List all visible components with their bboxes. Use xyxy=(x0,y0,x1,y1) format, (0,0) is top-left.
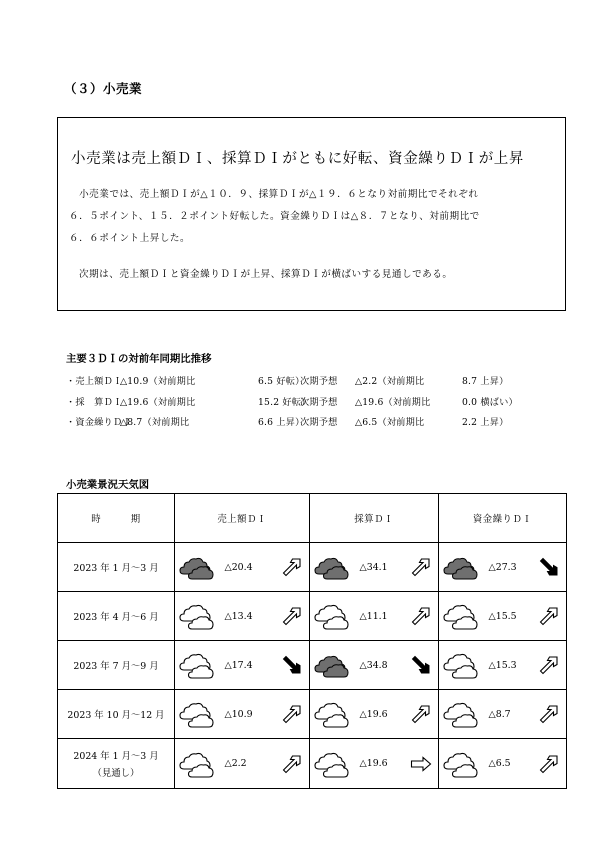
arrow-up-right-icon xyxy=(538,703,560,725)
forecast-label: 次期予想 xyxy=(300,397,338,408)
di-label: ・売上額ＤＩ xyxy=(66,376,123,387)
sales-value-cell xyxy=(219,592,310,641)
summary-headline: 小売業は売上額ＤＩ、採算ＤＩがともに好転、資金繰りＤＩが上昇 xyxy=(71,151,524,167)
di-value: △10.9（対前期比 xyxy=(120,376,196,387)
di-trend-title: 主要３ＤＩの対前年同期比推移 xyxy=(66,353,212,365)
cash-value-cell xyxy=(483,592,567,641)
profit-di-value: △34.1 xyxy=(359,561,388,573)
sales-di-value: △17.4 xyxy=(224,659,253,671)
cash-di-value: △15.5 xyxy=(488,610,517,622)
sales-weather-cell xyxy=(175,641,219,690)
cloud-light-icon xyxy=(179,650,215,680)
cash-value-cell xyxy=(483,690,567,739)
weather-row xyxy=(58,641,567,690)
arrow-up-right-icon xyxy=(281,753,303,775)
summary-line: ６．６ポイント上昇した。 xyxy=(69,233,191,244)
cloud-light-icon xyxy=(443,650,479,680)
sales-di-value: △2.2 xyxy=(224,758,247,769)
period-label: 2023 年 7 月～9 月 xyxy=(73,661,159,672)
header-sales: 売上額ＤＩ xyxy=(175,494,310,543)
summary-outlook: 次期は、売上額ＤＩと資金繰りＤＩが上昇、採算ＤＩが横ばいする見通しである。 xyxy=(79,269,453,280)
cash-weather-cell xyxy=(439,739,483,789)
arrow-down-right-icon xyxy=(410,654,432,676)
arrow-up-right-icon xyxy=(538,654,560,676)
forecast-value: △2.2（対前期比 xyxy=(355,376,425,387)
profit-di-value: △11.1 xyxy=(359,610,388,622)
period-cell xyxy=(58,690,175,739)
forecast-change: 8.7 上昇） xyxy=(462,376,509,387)
cloud-dark-icon xyxy=(443,552,479,582)
arrow-up-right-icon xyxy=(538,753,560,775)
period-label: 2023 年 4 月～6 月 xyxy=(73,612,159,623)
di-label: ・資金繰りＤＩ xyxy=(66,417,132,428)
profit-di-value: △19.6 xyxy=(359,708,388,720)
profit-di-value: △19.6 xyxy=(359,758,388,769)
profit-value-cell xyxy=(354,641,439,690)
di-value: △8.7（対前期比 xyxy=(120,417,190,428)
cloud-light-icon xyxy=(443,749,479,779)
forecast-change: 0.0 横ばい） xyxy=(462,397,518,408)
cloud-light-icon xyxy=(443,601,479,631)
arrow-up-right-icon xyxy=(410,605,432,627)
weather-row xyxy=(58,543,567,592)
arrow-up-right-icon xyxy=(281,605,303,627)
cash-weather-cell xyxy=(439,641,483,690)
summary-line: 小売業では、売上額ＤＩが△１０．９、採算ＤＩが△１９．６となり対前期比でそれぞれ xyxy=(69,189,479,200)
forecast-value: △6.5（対前期比 xyxy=(355,417,425,428)
profit-weather-cell xyxy=(310,641,354,690)
profit-value-cell xyxy=(354,739,439,789)
arrow-down-right-icon xyxy=(281,654,303,676)
weather-row xyxy=(58,739,567,789)
sales-di-value: △10.9 xyxy=(224,708,253,720)
header-profit: 採算ＤＩ xyxy=(310,494,439,543)
weather-map-table xyxy=(57,493,567,789)
period-label: 2024 年 1 月～3 月 xyxy=(73,751,159,762)
cloud-light-icon xyxy=(179,699,215,729)
cash-weather-cell xyxy=(439,690,483,739)
cloud-dark-icon xyxy=(314,552,350,582)
period-note: （見通し） xyxy=(92,768,140,779)
period-label: 2023 年 1 月～3 月 xyxy=(73,563,159,574)
arrow-up-right-icon xyxy=(281,703,303,725)
profit-value-cell xyxy=(354,543,439,592)
weather-row xyxy=(58,592,567,641)
period-cell xyxy=(58,739,175,789)
summary-body xyxy=(69,184,559,250)
arrow-up-right-icon xyxy=(538,605,560,627)
profit-weather-cell xyxy=(310,690,354,739)
header-cash: 資金繰りＤＩ xyxy=(439,494,567,543)
cloud-dark-icon xyxy=(314,650,350,680)
di-value: △19.6（対前期比 xyxy=(120,397,196,408)
cloud-light-icon xyxy=(179,749,215,779)
cloud-light-icon xyxy=(314,699,350,729)
cash-value-cell xyxy=(483,641,567,690)
cloud-light-icon xyxy=(314,749,350,779)
di-label: ・採 算ＤＩ xyxy=(66,397,123,408)
section-title: （３）小売業 xyxy=(64,81,143,96)
cloud-light-icon xyxy=(443,699,479,729)
profit-weather-cell xyxy=(310,592,354,641)
sales-value-cell xyxy=(219,641,310,690)
weather-row xyxy=(58,690,567,739)
arrow-down-right-icon xyxy=(538,556,560,578)
cash-di-value: △8.7 xyxy=(488,708,511,720)
profit-value-cell xyxy=(354,690,439,739)
profit-value-cell xyxy=(354,592,439,641)
sales-weather-cell xyxy=(175,690,219,739)
sales-di-value: △13.4 xyxy=(224,610,253,622)
sales-value-cell xyxy=(219,739,310,789)
forecast-change: 2.2 上昇） xyxy=(462,417,509,428)
di-change: 6.5 好転） xyxy=(258,376,305,387)
sales-weather-cell xyxy=(175,543,219,592)
forecast-value: △19.6（対前期比 xyxy=(355,397,431,408)
sales-value-cell xyxy=(219,690,310,739)
arrow-up-right-icon xyxy=(410,556,432,578)
period-label: 2023 年 10 月～12 月 xyxy=(67,710,165,721)
cash-di-value: △15.3 xyxy=(488,659,517,671)
sales-value-cell xyxy=(219,543,310,592)
cloud-dark-icon xyxy=(179,552,215,582)
di-change: 6.6 上昇） xyxy=(258,417,305,428)
di-change: 15.2 好転） xyxy=(258,397,311,408)
forecast-label: 次期予想 xyxy=(300,417,338,428)
forecast-label: 次期予想 xyxy=(300,376,338,387)
sales-weather-cell xyxy=(175,739,219,789)
period-cell xyxy=(58,641,175,690)
weather-header-row xyxy=(58,494,567,543)
sales-weather-cell xyxy=(175,592,219,641)
sales-di-value: △20.4 xyxy=(224,561,253,573)
cash-di-value: △27.3 xyxy=(488,561,517,573)
cash-weather-cell xyxy=(439,592,483,641)
cash-di-value: △6.5 xyxy=(488,758,511,769)
summary-line: ６．５ポイント、１５．２ポイント好転した。資金繰りＤＩは△８．７となり、対前期比で xyxy=(69,211,480,222)
arrow-up-right-icon xyxy=(281,556,303,578)
profit-di-value: △34.8 xyxy=(359,659,388,671)
profit-weather-cell xyxy=(310,739,354,789)
arrow-up-right-icon xyxy=(410,703,432,725)
cloud-light-icon xyxy=(179,601,215,631)
period-cell xyxy=(58,592,175,641)
cash-value-cell xyxy=(483,739,567,789)
period-cell xyxy=(58,543,175,592)
arrow-right-icon xyxy=(410,753,432,775)
cash-weather-cell xyxy=(439,543,483,592)
weather-map-title: 小売業景況天気図 xyxy=(66,479,150,491)
cash-value-cell xyxy=(483,543,567,592)
cloud-light-icon xyxy=(314,601,350,631)
profit-weather-cell xyxy=(310,543,354,592)
header-period: 時 期 xyxy=(58,494,175,543)
